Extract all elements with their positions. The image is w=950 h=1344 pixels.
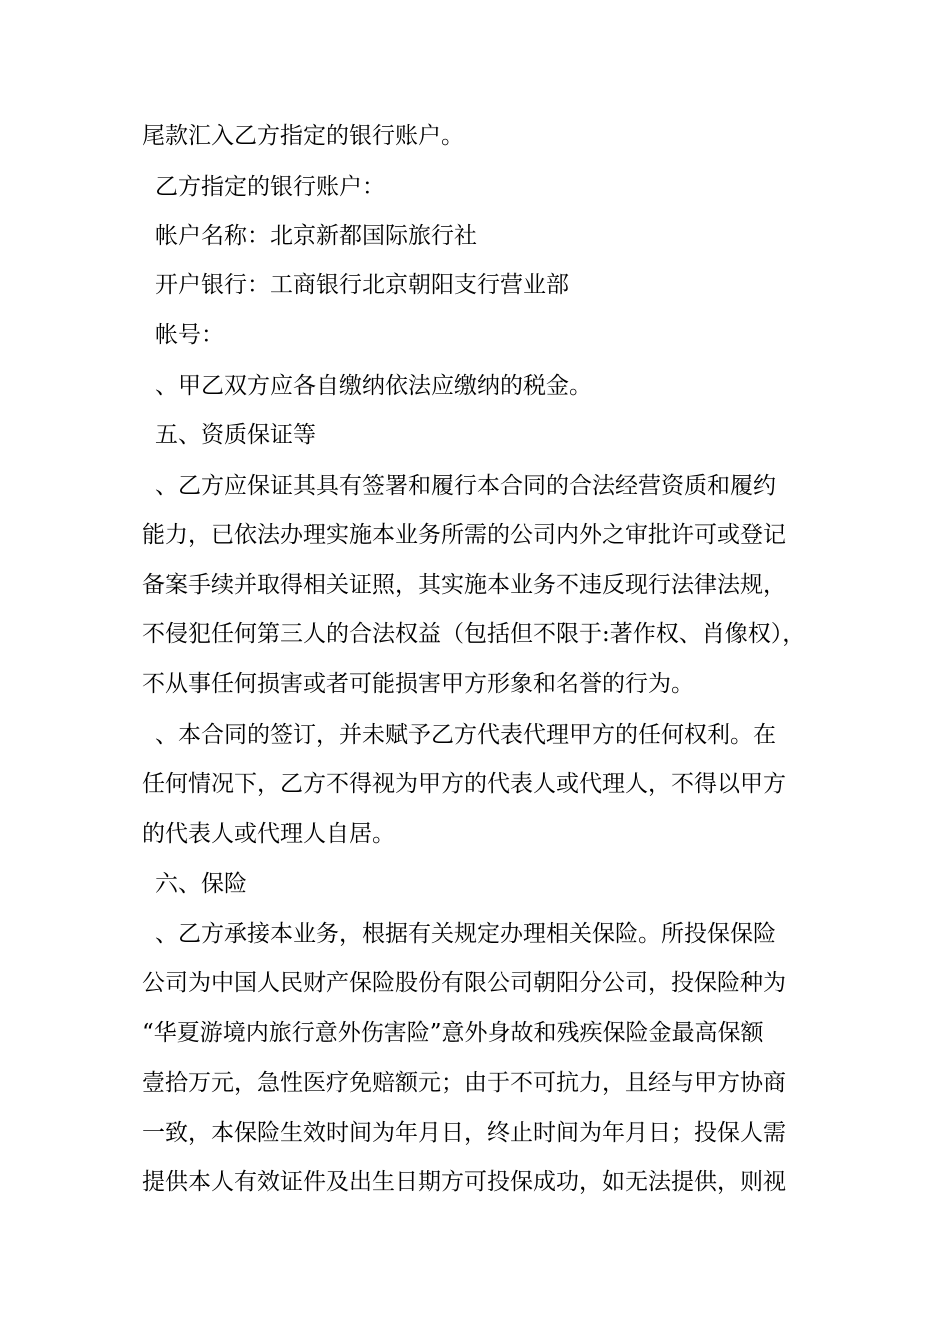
- text-line: 一致，本保险生效时间为年月日，终止时间为年月日；投保人需: [142, 1120, 786, 1146]
- text-line: 、乙方应保证其具有签署和履行本合同的合法经营资质和履约: [155, 473, 776, 499]
- text-line: 乙方指定的银行账户：: [155, 174, 385, 200]
- text-line: “华夏游境内旅行意外伤害险”意外身故和残疾保险金最高保额: [142, 1020, 764, 1046]
- text-line: 的代表人或代理人自居。: [142, 821, 395, 847]
- text-line: 帐号：: [155, 322, 224, 348]
- text-line: 、乙方承接本业务，根据有关规定办理相关保险。所投保保险: [155, 921, 776, 947]
- text-line: 帐户名称：北京新都国际旅行社: [155, 223, 477, 249]
- text-line: 不侵犯任何第三人的合法权益（包括但不限于:著作权、肖像权），: [142, 621, 806, 647]
- text-line: 、本合同的签订，并未赋予乙方代表代理甲方的任何权利。在: [155, 722, 776, 748]
- section-heading: 五、资质保证等: [155, 422, 316, 448]
- text-line: 不从事任何损害或者可能损害甲方形象和名誉的行为。: [142, 671, 694, 697]
- text-line: 能力，已依法办理实施本业务所需的公司内外之审批许可或登记: [142, 522, 786, 548]
- text-line: 尾款汇入乙方指定的银行账户。: [142, 123, 464, 149]
- text-line: 、甲乙双方应各自缴纳依法应缴纳的税金。: [155, 373, 592, 399]
- text-line: 任何情况下，乙方不得视为甲方的代表人或代理人，不得以甲方: [142, 771, 786, 797]
- text-line: 公司为中国人民财产保险股份有限公司朝阳分公司，投保险种为: [142, 970, 786, 996]
- section-heading: 六、保险: [155, 871, 247, 897]
- text-line: 提供本人有效证件及出生日期方可投保成功，如无法提供，则视: [142, 1169, 786, 1195]
- text-line: 壹拾万元，急性医疗免赔额元；由于不可抗力，且经与甲方协商: [142, 1070, 786, 1096]
- text-line: 备案手续并取得相关证照，其实施本业务不违反现行法律法规，: [142, 572, 786, 598]
- text-line: 开户银行：工商银行北京朝阳支行营业部: [155, 272, 569, 298]
